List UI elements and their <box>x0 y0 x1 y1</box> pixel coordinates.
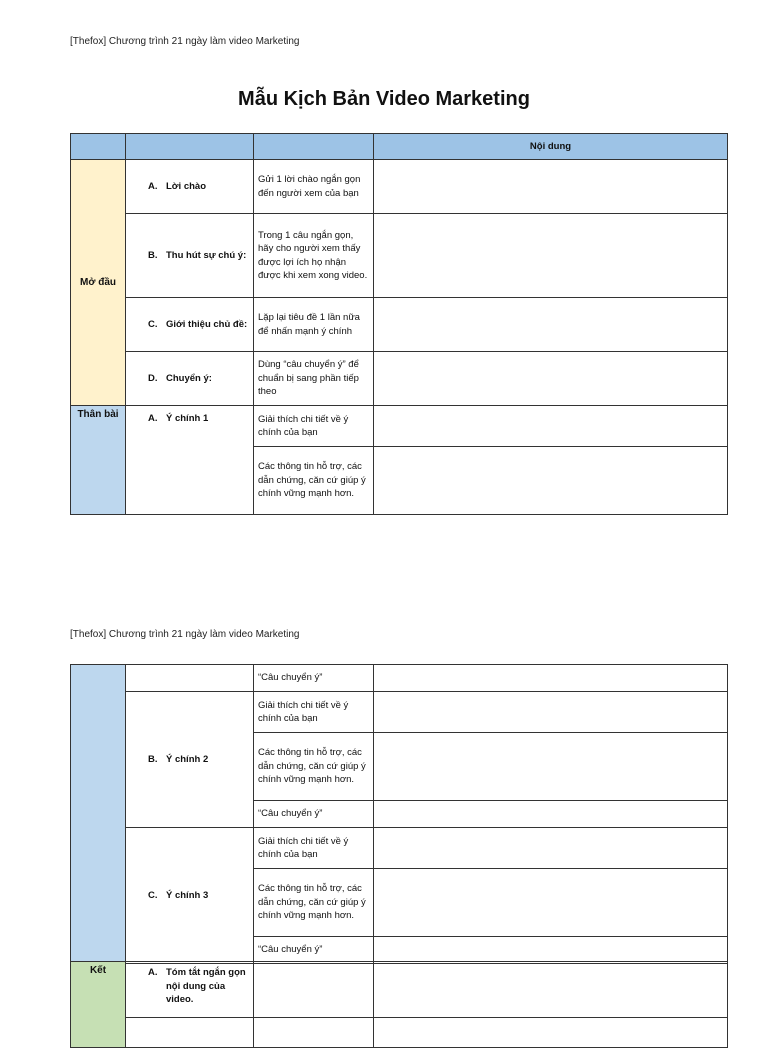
desc-thong-tin: Các thông tin hỗ trợ, các dẫn chứng, căn cứ giúp ý chính vững mạnh hơn. <box>254 869 374 937</box>
section-than-bai: Thân bài <box>71 406 126 515</box>
item-letter: C. <box>148 889 158 901</box>
item-gioi-thieu <box>126 298 254 352</box>
section-than-bai-continued <box>71 665 126 964</box>
content-cell[interactable] <box>374 692 728 733</box>
item-letter: B. <box>148 753 158 765</box>
item-label: Tóm tắt ngắn gọn nội dung của video. <box>166 967 246 1005</box>
desc-thong-tin: Các thông tin hỗ trợ, các dẫn chứng, căn cứ giúp ý chính vững mạnh hơn. <box>254 733 374 801</box>
script-table-1 <box>70 133 728 515</box>
desc-giai-thich: Giải thích chi tiết về ý chính của bạn <box>254 692 374 733</box>
item-letter: A. <box>148 180 158 192</box>
header-cell-1 <box>71 134 126 160</box>
table-row <box>71 962 728 1018</box>
desc-gioi-thieu: Lặp lại tiêu đề 1 lần nữa để nhấn mạnh ý chính <box>254 298 374 352</box>
item-letter: C. <box>148 318 158 330</box>
table-row <box>71 160 728 214</box>
table-row <box>71 406 728 447</box>
item-letter: A. <box>148 413 158 424</box>
content-cell[interactable] <box>374 298 728 352</box>
page-title: Mẫu Kịch Bản Video Marketing <box>238 88 530 110</box>
item-label: Ý chính 3 <box>166 889 209 901</box>
header-cell-content: Nội dung <box>374 134 728 160</box>
desc-thu-hut: Trong 1 câu ngắn gọn, hãy cho người xem thấy được lợi ích họ nhận được khi xem xong video. <box>254 214 374 298</box>
item-y-chinh-2 <box>126 692 254 828</box>
item-chuyen-y <box>126 352 254 406</box>
page-header-2: [Thefox] Chương trình 21 ngày làm video Marketing <box>70 629 300 640</box>
script-table-2 <box>70 664 728 964</box>
item-empty <box>126 665 254 692</box>
desc-cau-chuyen-y: “Câu chuyển ý” <box>254 937 374 964</box>
content-cell[interactable] <box>374 733 728 801</box>
item-letter: A. <box>148 967 158 978</box>
section-ket: Kết <box>71 962 126 1048</box>
desc-giai-thich: Giải thích chi tiết về ý chính của bạn <box>254 406 374 447</box>
content-cell[interactable] <box>374 801 728 828</box>
content-cell[interactable] <box>374 1018 728 1048</box>
table-row <box>71 828 728 869</box>
header-cell-3 <box>254 134 374 160</box>
item-y-chinh-1 <box>126 406 254 515</box>
item-empty <box>126 1018 254 1048</box>
item-label: Ý chính 2 <box>166 753 209 765</box>
item-label: Chuyển ý: <box>166 372 212 384</box>
item-tom-tat <box>126 962 254 1018</box>
content-cell[interactable] <box>374 406 728 447</box>
table-row <box>71 352 728 406</box>
content-cell[interactable] <box>374 352 728 406</box>
table-row <box>71 692 728 733</box>
desc-thong-tin: Các thông tin hỗ trợ, các dẫn chứng, căn cứ giúp ý chính vững mạnh hơn. <box>254 447 374 515</box>
desc-empty <box>254 1018 374 1048</box>
table-row <box>71 298 728 352</box>
table-row <box>71 1018 728 1048</box>
desc-loi-chao: Gửi 1 lời chào ngắn gọn đến người xem của bạn <box>254 160 374 214</box>
desc-cau-chuyen-y: “Câu chuyển ý” <box>254 665 374 692</box>
table-header-row <box>71 134 728 160</box>
item-letter: D. <box>148 372 158 384</box>
section-mo-dau: Mở đầu <box>71 160 126 406</box>
item-letter: B. <box>148 249 158 261</box>
item-y-chinh-3 <box>126 828 254 964</box>
item-loi-chao <box>126 160 254 214</box>
script-table-ket <box>70 961 728 1048</box>
content-cell[interactable] <box>374 160 728 214</box>
content-cell[interactable] <box>374 447 728 515</box>
item-label: Lời chào <box>166 180 207 192</box>
item-label: Giới thiệu chủ đề: <box>166 318 248 330</box>
content-cell[interactable] <box>374 937 728 964</box>
desc-cau-chuyen-y: “Câu chuyển ý” <box>254 801 374 828</box>
content-cell[interactable] <box>374 214 728 298</box>
table-row <box>71 665 728 692</box>
content-cell[interactable] <box>374 962 728 1018</box>
content-cell[interactable] <box>374 869 728 937</box>
header-cell-2 <box>126 134 254 160</box>
table-row <box>71 214 728 298</box>
desc-giai-thich: Giải thích chi tiết về ý chính của bạn <box>254 828 374 869</box>
desc-empty <box>254 962 374 1018</box>
item-label: Ý chính 1 <box>166 413 209 424</box>
content-cell[interactable] <box>374 665 728 692</box>
item-thu-hut <box>126 214 254 298</box>
content-cell[interactable] <box>374 828 728 869</box>
desc-chuyen-y: Dùng “câu chuyển ý” để chuẩn bị sang phần tiếp theo <box>254 352 374 406</box>
item-label: Thu hút sự chú ý: <box>166 249 247 261</box>
page-header-1: [Thefox] Chương trình 21 ngày làm video Marketing <box>70 36 300 47</box>
